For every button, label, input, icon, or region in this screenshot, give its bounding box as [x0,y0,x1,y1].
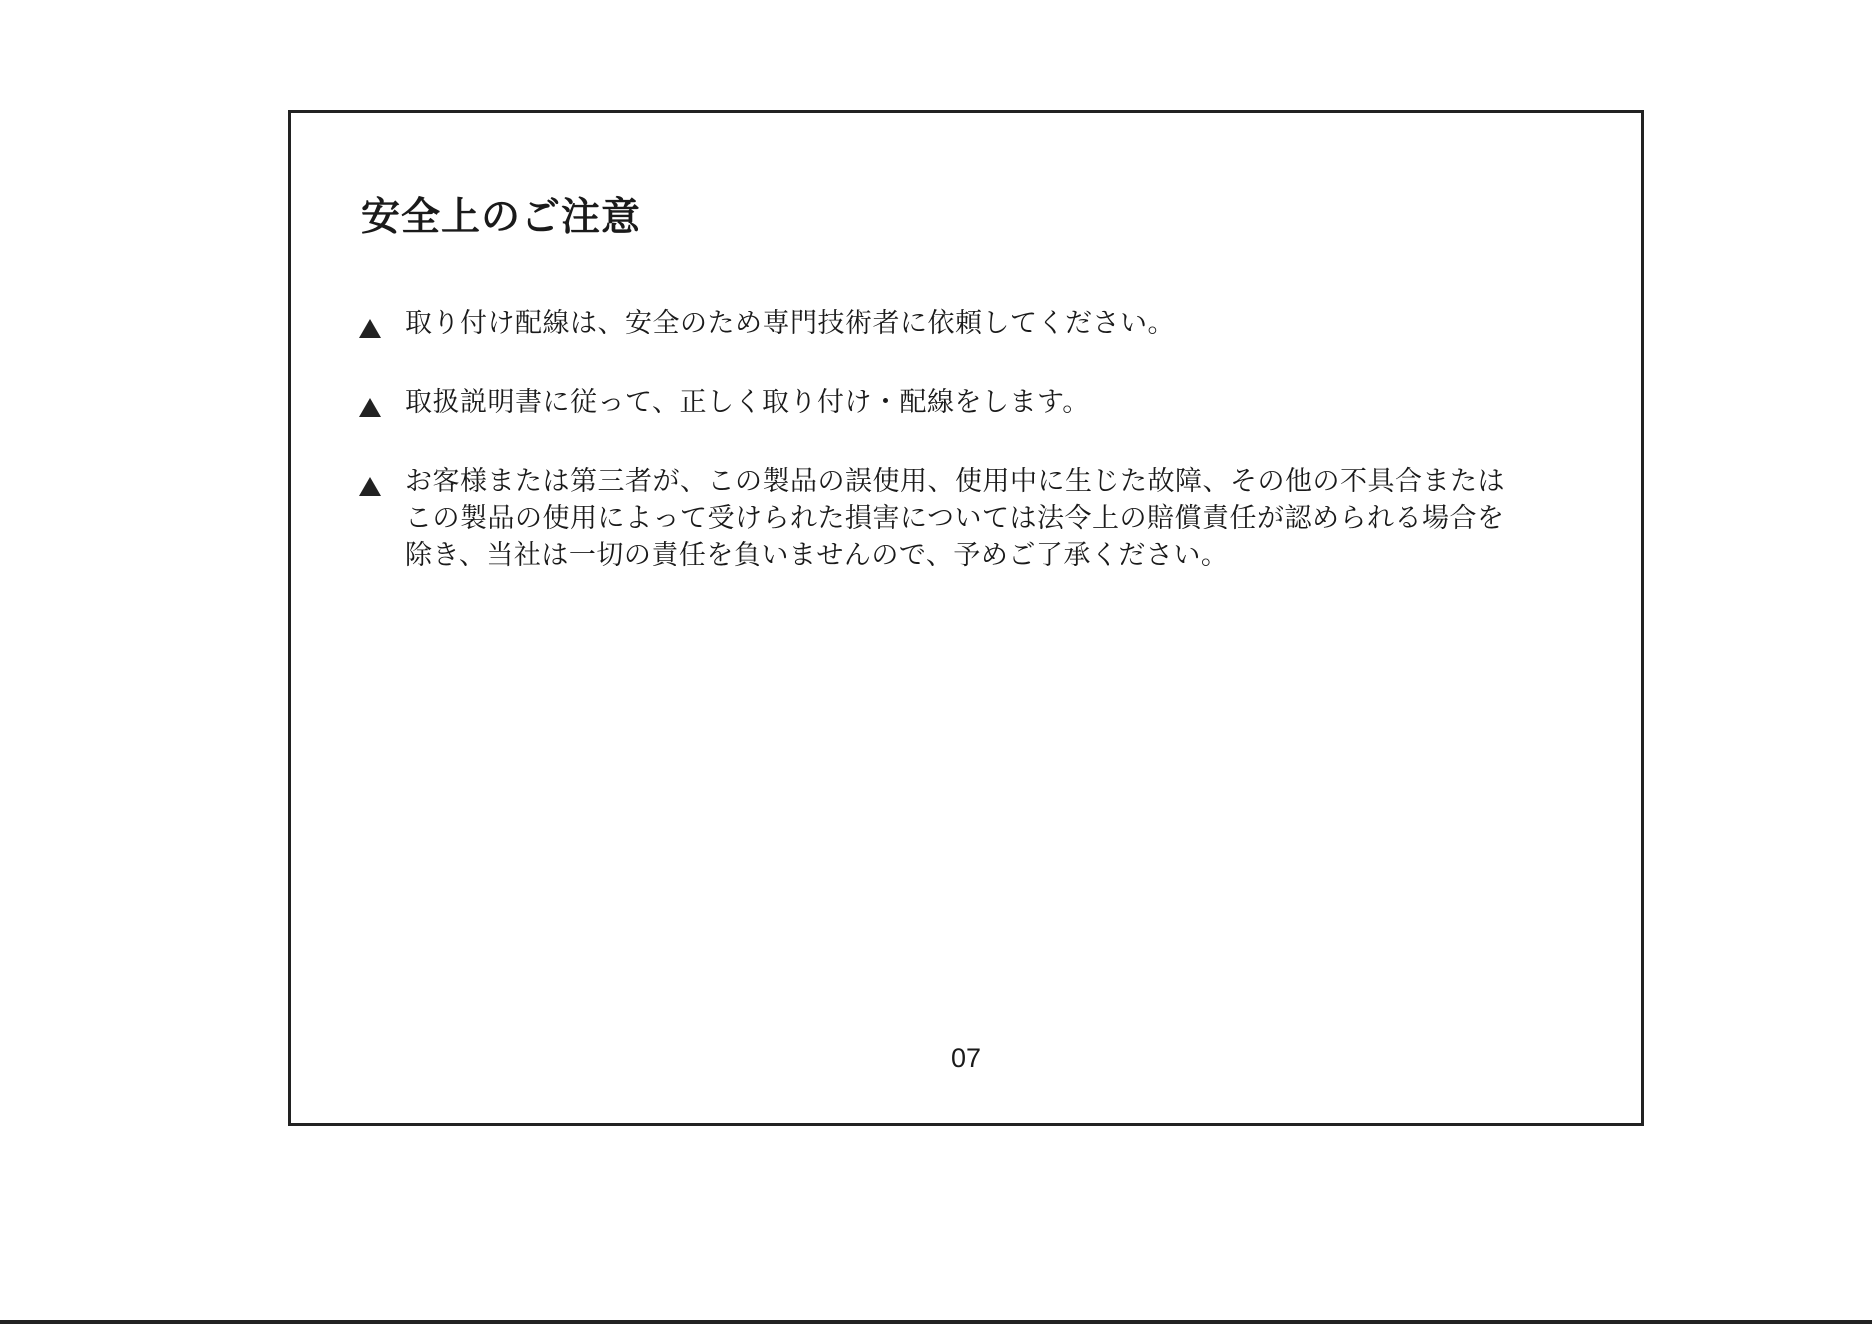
warning-triangle-icon [359,319,381,338]
notice-text: 取り付け配線は、安全のため専門技術者に依頼してください。 [405,308,1175,339]
warning-triangle-icon [359,477,381,496]
notice-list [359,305,1539,616]
list-item [359,384,1539,421]
notice-text: 取扱説明書に従って、正しく取り付け・配線をします。 [405,387,1090,418]
page-title: 安全上のご注意 [361,195,642,240]
list-item [359,463,1539,574]
list-item [359,305,1539,342]
bottom-divider [0,1320,1872,1324]
page-frame [288,110,1644,1126]
warning-triangle-icon [359,398,381,417]
notice-text: お客様または第三者が、この製品の誤使用、使用中に生じた故障、その他の不具合またはこの製品の使用によって受けられた損害については法令上の賠償責任が認められる場合を除き、当社は一切の責任を負いませんので、予めご了承ください。 [405,466,1505,571]
page-number: 07 [950,1043,982,1073]
